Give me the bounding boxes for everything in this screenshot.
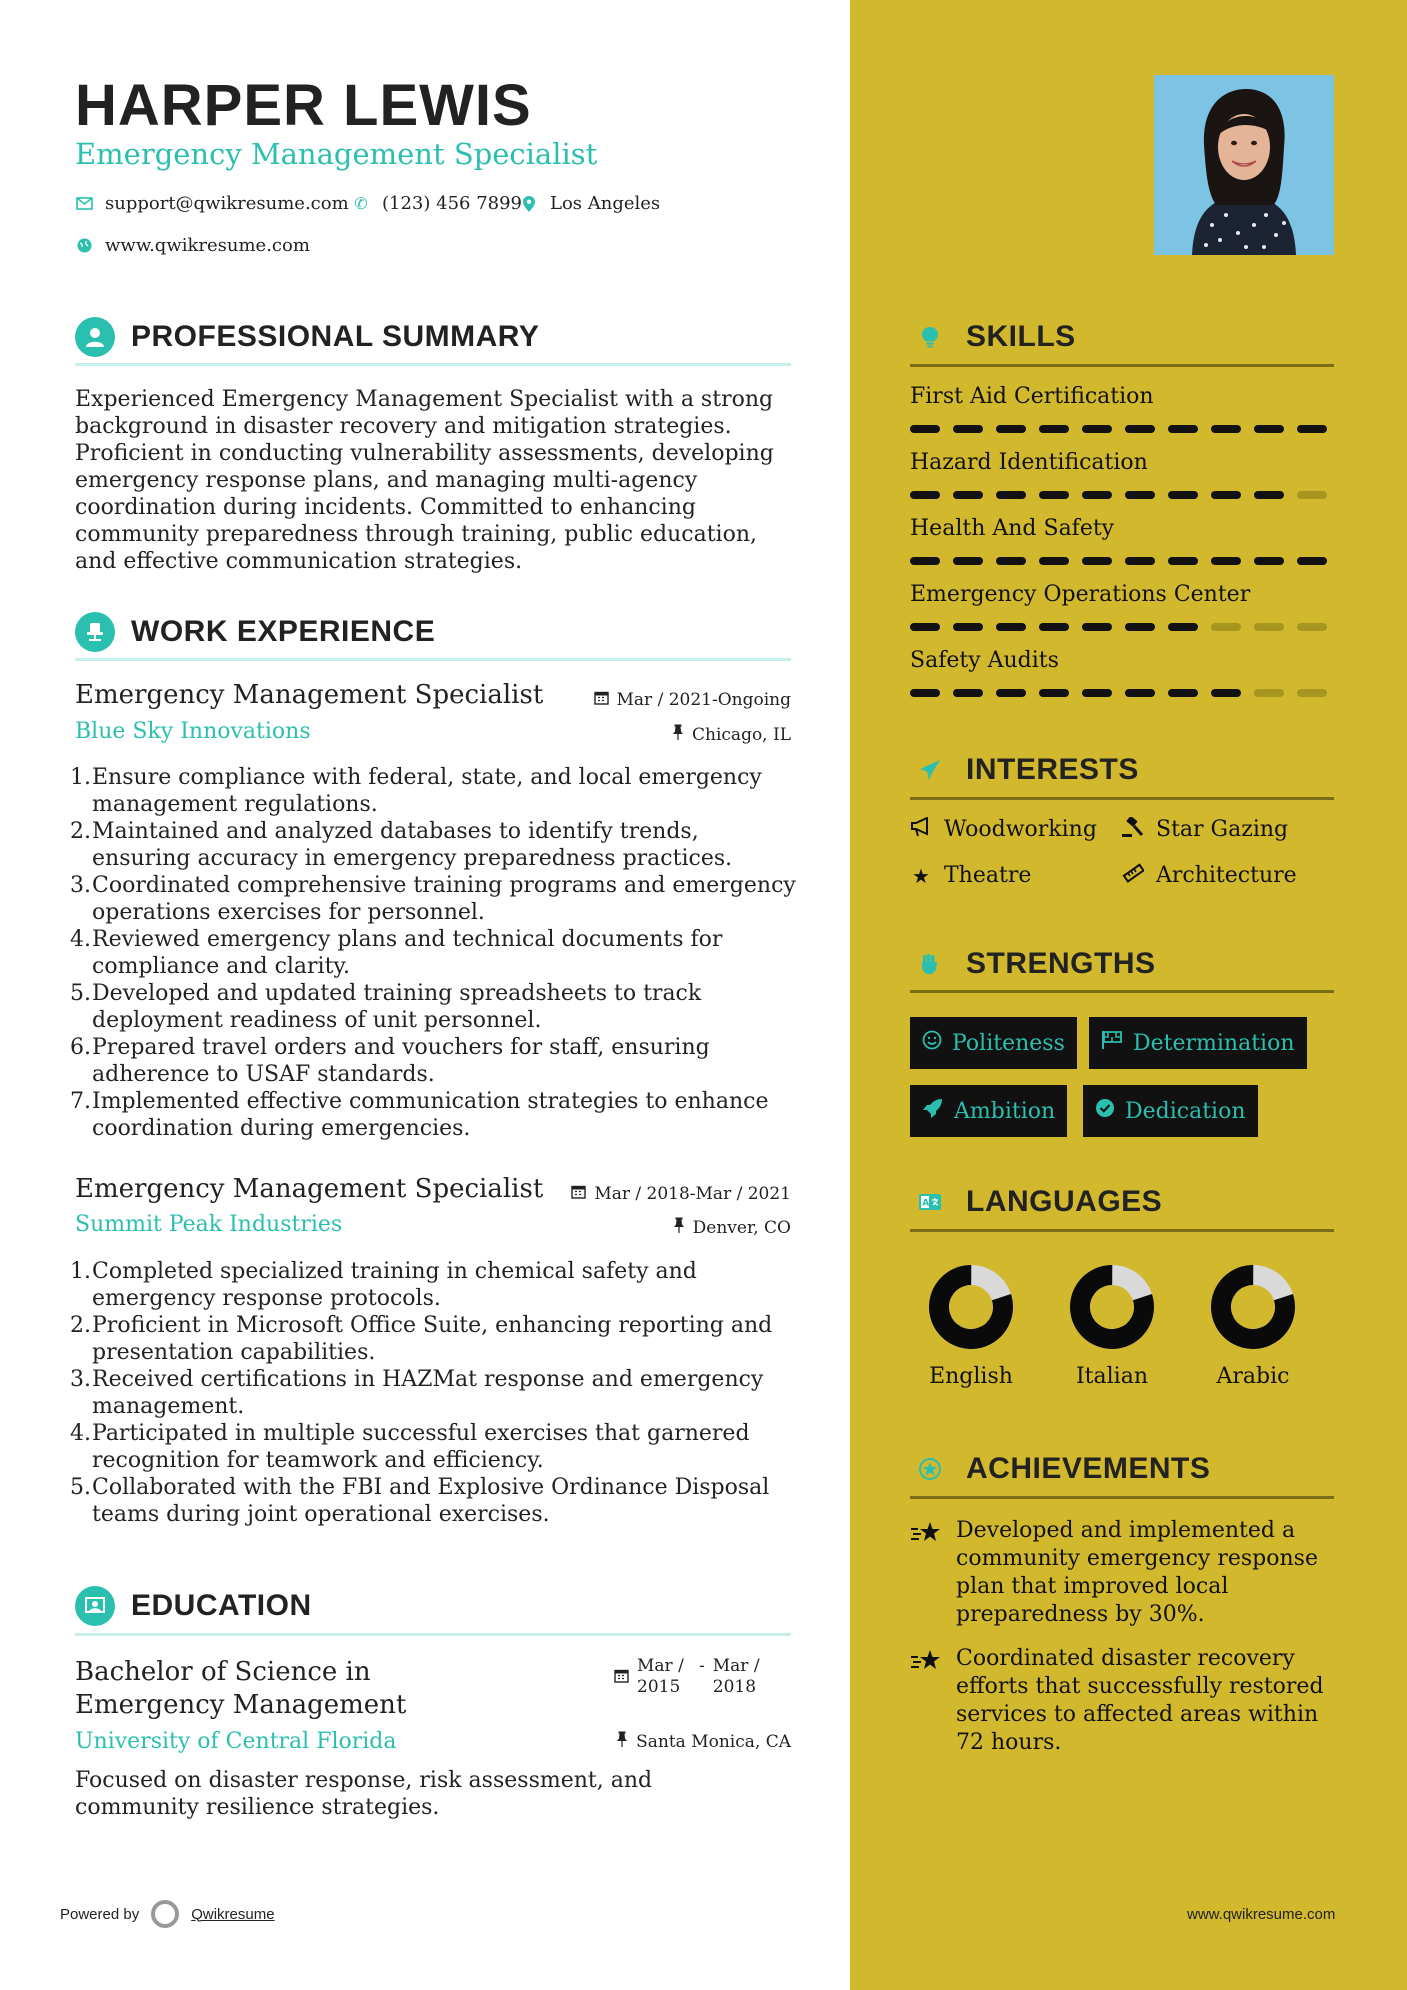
skill-rating-dot — [1082, 623, 1112, 631]
skill-rating-dot — [910, 623, 940, 631]
location-text: Los Angeles — [550, 193, 661, 214]
skill-rating-dot — [996, 425, 1026, 433]
job-1-location-text: Chicago, IL — [692, 724, 791, 745]
achievements-heading-label: ACHIEVEMENTS — [966, 1452, 1211, 1485]
education-degree: Bachelor of Science in Emergency Management — [75, 1657, 407, 1720]
skill-5-name: Safety Audits — [910, 648, 1059, 673]
rocket-icon — [922, 1097, 944, 1125]
language-english-donut — [926, 1262, 1016, 1352]
footer-powered-by — [60, 1900, 275, 1928]
skill-rating-dot — [953, 689, 983, 697]
star-icon: ★ — [912, 863, 930, 888]
ruler-icon — [1122, 863, 1144, 888]
job-1-company: Blue Sky Innovations — [75, 719, 311, 744]
work-heading — [75, 612, 435, 652]
list-item: Proficient in Microsoft Office Suite, enhancing reporting and presentation capabilities. — [92, 1313, 773, 1365]
email-contact[interactable] — [75, 193, 349, 214]
skill-rating-dot — [1082, 689, 1112, 697]
skills-heading — [910, 317, 1076, 357]
skill-3-name: Health And Safety — [910, 516, 1115, 541]
website-text: www.qwikresume.com — [105, 235, 310, 256]
interest-label: Woodworking — [944, 817, 1097, 842]
map-pin-icon — [520, 195, 538, 213]
strength-badge-dedication — [1083, 1085, 1258, 1137]
skill-rating-dot — [1039, 689, 1069, 697]
skill-rating-dot — [1297, 557, 1327, 565]
skill-rating-dot — [1297, 491, 1327, 499]
check-circle-icon — [1095, 1098, 1115, 1124]
skill-rating-dot — [1125, 623, 1155, 631]
strength-label: Ambition — [954, 1098, 1056, 1124]
flag-icon — [1101, 1030, 1123, 1056]
work-divider — [75, 658, 791, 661]
skill-rating-dot — [1039, 491, 1069, 499]
interest-label: Star Gazing — [1156, 817, 1289, 842]
interests-heading-label: INTERESTS — [966, 753, 1139, 786]
skill-rating-dot — [1254, 623, 1284, 631]
skill-rating-dot — [1082, 491, 1112, 499]
skill-rating-dot — [1254, 491, 1284, 499]
education-location-text: Santa Monica, CA — [636, 1731, 791, 1752]
education-heading — [75, 1586, 312, 1626]
achievement-text: Coordinated disaster recovery efforts that successfully restored services to affected areas within 72 hours. — [956, 1646, 1324, 1755]
skill-4-name: Emergency Operations Center — [910, 582, 1251, 607]
candidate-title: Emergency Management Specialist — [75, 137, 598, 171]
skill-rating-dot — [953, 425, 983, 433]
smile-icon — [922, 1030, 942, 1056]
skills-divider — [910, 364, 1334, 367]
job-2-duties — [70, 1258, 800, 1528]
language-name: Arabic — [1216, 1364, 1290, 1389]
list-item: Maintained and analyzed databases to identify trends, ensuring accuracy in emergency preparedness practices. — [92, 819, 733, 871]
job-2-location-text: Denver, CO — [692, 1217, 791, 1238]
raised-fist-icon — [910, 944, 950, 984]
skill-rating-dot — [1297, 689, 1327, 697]
website-contact[interactable] — [75, 235, 310, 256]
lightbulb-icon — [910, 317, 950, 357]
achievement-text: Developed and implemented a community emergency response plan that improved local preparedness by 30%. — [956, 1518, 1318, 1627]
education-dates: Mar / 2015 - Mar / 2018 — [614, 1656, 763, 1698]
skill-rating-dot — [910, 689, 940, 697]
skill-rating-dot — [1297, 425, 1327, 433]
skill-rating-dot — [1039, 425, 1069, 433]
list-item: Received certifications in HAZMat response and emergency management. — [92, 1367, 764, 1419]
education-description: Focused on disaster response, risk assessment, and community resilience strategies. — [75, 1768, 653, 1820]
qwikresume-link[interactable]: Qwikresume — [191, 1905, 275, 1923]
languages-divider — [910, 1229, 1334, 1232]
skill-rating-dot — [1125, 557, 1155, 565]
strength-label: Determination — [1133, 1030, 1295, 1056]
skill-rating-dot — [953, 557, 983, 565]
skill-rating-dot — [1211, 425, 1241, 433]
strength-badge-politeness — [910, 1017, 1077, 1069]
language-italian — [1057, 1262, 1167, 1389]
interest-label: Architecture — [1156, 863, 1297, 888]
skill-1-name: First Aid Certification — [910, 384, 1154, 409]
language-icon — [910, 1182, 950, 1222]
language-english — [916, 1262, 1026, 1389]
paper-plane-icon — [910, 750, 950, 790]
strengths-heading — [910, 944, 1156, 984]
job-1-dates — [594, 690, 791, 710]
list-item: Reviewed emergency plans and technical documents for compliance and clarity. — [92, 927, 723, 979]
location-contact — [520, 193, 660, 214]
svg-text:A: A — [922, 1198, 930, 1209]
skill-rating-dot — [1168, 425, 1198, 433]
summary-text: Experienced Emergency Management Specialist with a strong background in disaster recovery and mitigation strategies. Proficient in conducting vulnerability assessments, developing emergency response plans, and managing multi-agency coordination during incidents. Committed to enhancing community preparedness through training, public education, and effective communication strategies. — [75, 387, 774, 574]
skill-rating-dot — [1125, 491, 1155, 499]
user-icon — [75, 317, 115, 357]
interest-item-architecture — [1122, 863, 1297, 888]
interests-divider — [910, 797, 1334, 800]
skill-rating-dot — [1168, 623, 1198, 631]
strength-label: Politeness — [952, 1030, 1065, 1056]
skill-rating-dot — [1254, 689, 1284, 697]
footer-website[interactable]: www.qwikresume.com — [1187, 1906, 1336, 1923]
pushpin-icon — [672, 724, 684, 745]
skill-rating-dot — [1254, 425, 1284, 433]
job-1-duties — [70, 764, 800, 1142]
pushpin-icon — [673, 1217, 685, 1238]
language-arabic-donut — [1208, 1262, 1298, 1352]
skills-heading-label: SKILLS — [966, 320, 1076, 353]
skill-5-rating — [910, 689, 1327, 697]
achievements-divider — [910, 1496, 1334, 1499]
language-italian-donut — [1067, 1262, 1157, 1352]
profile-photo — [1154, 75, 1334, 255]
strength-badge-determination — [1089, 1017, 1307, 1069]
job-1-dates-text: Mar / 2021-Ongoing — [616, 690, 791, 710]
skill-rating-dot — [1082, 557, 1112, 565]
calendar-icon — [614, 1668, 629, 1688]
skill-rating-dot — [1211, 623, 1241, 631]
education-heading-label: EDUCATION — [131, 1589, 312, 1622]
summary-divider — [75, 363, 791, 366]
skill-rating-dot — [1211, 491, 1241, 499]
work-heading-label: WORK EXPERIENCE — [131, 615, 436, 648]
skill-rating-dot — [1211, 689, 1241, 697]
list-item: Prepared travel orders and vouchers for staff, ensuring adherence to USAF standards. — [92, 1035, 710, 1087]
skill-rating-dot — [1168, 557, 1198, 565]
education-school: University of Central Florida — [75, 1729, 397, 1754]
achievement-item-1 — [910, 1517, 1330, 1629]
email-text: support@qwikresume.com — [105, 193, 349, 214]
interest-item-woodworking — [910, 817, 1097, 842]
language-arabic — [1198, 1262, 1308, 1389]
skill-rating-dot — [996, 557, 1026, 565]
skill-rating-dot — [996, 623, 1026, 631]
job-2-dates — [571, 1184, 791, 1204]
education-start: Mar / 2015 — [637, 1656, 684, 1697]
list-item: Developed and updated training spreadsheets to track deployment readiness of unit personnel. — [92, 981, 702, 1033]
star-badge-icon — [910, 1449, 950, 1489]
phone-contact[interactable] — [352, 193, 522, 214]
interests-heading — [910, 750, 1139, 790]
shooting-star-icon — [910, 1517, 944, 1629]
job-2-dates-text: Mar / 2018-Mar / 2021 — [594, 1184, 791, 1204]
skill-rating-dot — [996, 689, 1026, 697]
skill-rating-dot — [1039, 557, 1069, 565]
job-2-company: Summit Peak Industries — [75, 1212, 343, 1237]
list-item: Coordinated comprehensive training programs and emergency operations exercises for personnel. — [92, 873, 796, 925]
strengths-divider — [910, 990, 1334, 993]
list-item: Participated in multiple successful exercises that garnered recognition for teamwork and efficiency. — [92, 1421, 750, 1473]
candidate-name: HARPER LEWIS — [75, 73, 532, 138]
job-1-location — [672, 724, 791, 745]
skill-rating-dot — [910, 425, 940, 433]
education-location — [616, 1731, 791, 1752]
list-item: Ensure compliance with federal, state, and local emergency management regulations. — [92, 765, 762, 817]
strength-label: Dedication — [1125, 1098, 1246, 1124]
strengths-heading-label: STRENGTHS — [966, 947, 1156, 980]
list-item: Implemented effective communication strategies to enhance coordination during emergencies. — [92, 1089, 769, 1141]
skill-1-rating — [910, 425, 1327, 433]
language-name: English — [929, 1364, 1013, 1389]
phone-text: (123) 456 7899 — [382, 193, 523, 214]
summary-heading-label: PROFESSIONAL SUMMARY — [131, 320, 540, 353]
office-chair-icon — [75, 612, 115, 652]
skill-rating-dot — [1168, 689, 1198, 697]
globe-icon — [75, 237, 93, 255]
envelope-icon — [75, 195, 93, 213]
skill-rating-dot — [910, 557, 940, 565]
skill-3-rating — [910, 557, 1327, 565]
skill-rating-dot — [1211, 557, 1241, 565]
skill-rating-dot — [1125, 425, 1155, 433]
skill-2-rating — [910, 491, 1327, 499]
gavel-icon — [1122, 817, 1144, 842]
skill-rating-dot — [1125, 689, 1155, 697]
skill-rating-dot — [1297, 623, 1327, 631]
skill-rating-dot — [910, 491, 940, 499]
skill-rating-dot — [1082, 425, 1112, 433]
skill-rating-dot — [1168, 491, 1198, 499]
megaphone-icon — [910, 817, 932, 842]
list-item: Collaborated with the FBI and Explosive Ordinance Disposal teams during joint operational exercises. — [92, 1475, 770, 1527]
skill-rating-dot — [996, 491, 1026, 499]
education-end: Mar / 2018 — [712, 1656, 760, 1697]
job-1-title: Emergency Management Specialist — [75, 680, 544, 710]
achievements-heading — [910, 1449, 1210, 1489]
list-item: Completed specialized training in chemical safety and emergency response protocols. — [92, 1259, 697, 1311]
interest-item-theatre — [910, 863, 1031, 888]
skill-2-name: Hazard Identification — [910, 450, 1148, 475]
education-divider — [75, 1633, 791, 1636]
language-name: Italian — [1075, 1364, 1148, 1389]
skill-rating-dot — [953, 491, 983, 499]
languages-heading-label: LANGUAGES — [966, 1185, 1163, 1218]
skill-rating-dot — [953, 623, 983, 631]
strength-badge-ambition — [910, 1085, 1067, 1137]
phone-icon: ✆ — [354, 194, 368, 213]
interest-label: Theatre — [944, 863, 1032, 888]
summary-heading — [75, 317, 539, 357]
job-2-title: Emergency Management Specialist — [75, 1174, 544, 1204]
interest-item-star-gazing — [1122, 817, 1288, 842]
qwikresume-logo-icon — [151, 1900, 179, 1928]
achievement-item-2 — [910, 1645, 1330, 1757]
calendar-icon — [571, 1184, 586, 1204]
skill-rating-dot — [1254, 557, 1284, 565]
shooting-star-icon — [910, 1645, 944, 1757]
graduate-icon — [75, 1586, 115, 1626]
languages-heading — [910, 1182, 1162, 1222]
job-2-location — [673, 1217, 791, 1238]
powered-by-label: Powered by — [60, 1905, 140, 1923]
pushpin-icon — [616, 1731, 628, 1752]
skill-rating-dot — [1039, 623, 1069, 631]
calendar-icon — [594, 690, 609, 710]
skill-4-rating — [910, 623, 1327, 631]
